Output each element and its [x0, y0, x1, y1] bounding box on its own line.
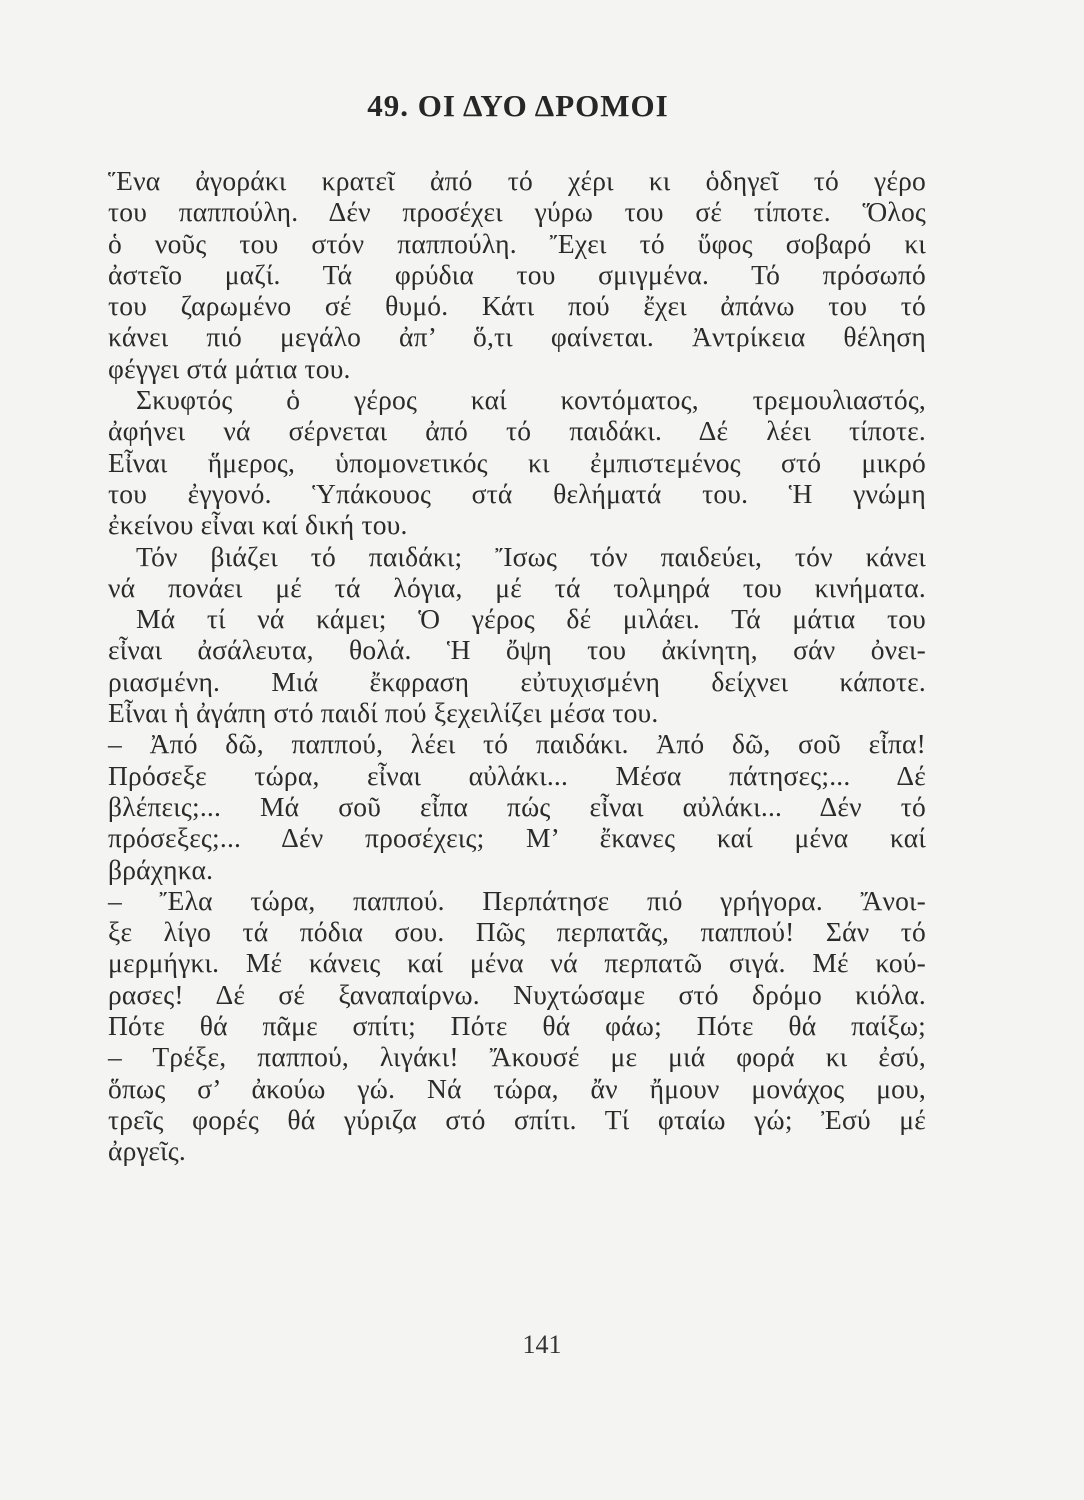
text-line: βράχηκα. — [108, 853, 214, 885]
text-line: Εἶναι ἥμερος, ὑπομονετικός κι ἐμπιστεμένος στό μικρό — [108, 446, 926, 478]
text-line: – Τρέξε, παππού, λιγάκι! Ἄκουσέ με μιά φορά κι ἐσύ, — [108, 1041, 926, 1073]
text-line: πρόσεξες;... Δέν προσέχεις; Μ’ ἔκανες καί μένα καί — [108, 822, 926, 854]
text-line: Σκυφτός ὁ γέρος καί κοντόματος, τρεμουλιαστός, — [136, 384, 926, 416]
text-line: Ἕνα ἀγοράκι κρατεῖ ἀπό τό χέρι κι ὁδηγεῖ τό γέρο — [108, 165, 926, 196]
page-number: 141 — [522, 1330, 562, 1359]
text-line: βλέπεις;... Μά σοῦ εἶπα πώς εἶναι αὐλάκι... Δέν τό — [108, 790, 926, 822]
text-line: ριασμένη. Μιά ἔκφραση εὐτυχισμένη δείχνει κάποτε. — [108, 665, 926, 697]
text-line: ἐκείνου εἶναι καί δική του. — [108, 509, 408, 541]
text-line: ἀστεῖο μαζί. Τά φρύδια του σμιγμένα. Τό πρόσωπό — [108, 258, 926, 290]
text-line: του παππούλη. Δέν προσέχει γύρω του σέ τίποτε. Ὅλος — [108, 196, 926, 228]
text-line: μερμήγκι. Μέ κάνεις καί μένα νά περπατῶ σιγά. Μέ κού- — [108, 947, 926, 979]
text-line: ξε λίγο τά πόδια σου. Πῶς περπατᾶς, παππού! Σάν τό — [108, 916, 926, 948]
text-line: Τόν βιάζει τό παιδάκι; Ἴσως τόν παιδεύει, τόν κάνει — [136, 540, 926, 572]
text-line: – Ἔλα τώρα, παππού. Περπάτησε πιό γρήγορα. Ἄνοι- — [108, 884, 926, 916]
text-line: εἶναι ἀσάλευτα, θολά. Ἡ ὄψη του ἀκίνητη, σάν ὀνει- — [108, 634, 926, 666]
text-line: ἀφήνει νά σέρνεται ἀπό τό παιδάκι. Δέ λέει τίποτε. — [108, 415, 926, 447]
text-line: ρασες! Δέ σέ ξαναπαίρνω. Νυχτώσαμε στό δρόμο κιόλα. — [108, 978, 926, 1010]
text-line: ἀργεῖς. — [108, 1135, 186, 1167]
text-line: – Ἀπό δῶ, παππού, λέει τό παιδάκι. Ἀπό δῶ, σοῦ εἶπα! — [108, 728, 926, 760]
chapter-body — [108, 165, 926, 1167]
text-line: Εἶναι ἡ ἀγάπη στό παιδί πού ξεχειλίζει μέσα του. — [108, 697, 659, 729]
chapter-title: 49. ΟΙ ΔΥΟ ΔΡΟΜΟΙ — [367, 88, 669, 123]
text-line: τρεῖς φορές θά γύριζα στό σπίτι. Τί φταίω γώ; Ἐσύ μέ — [108, 1103, 926, 1135]
text-line: φέγγει στά μάτια του. — [108, 352, 351, 384]
text-line: Μά τί νά κάμει; Ὁ γέρος δέ μιλάει. Τά μάτια του — [136, 603, 926, 635]
text-line: ὅπως σ’ ἀκούω γώ. Νά τώρα, ἄν ἤμουν μονάχος μου, — [108, 1072, 926, 1104]
text-line: του ἐγγονό. Ὑπάκουος στά θελήματά του. Ἡ γνώμη — [108, 477, 926, 509]
text-line: κάνει πιό μεγάλο ἀπ’ ὅ,τι φαίνεται. Ἀντρίκεια θέληση — [108, 321, 926, 353]
text-line: ὁ νοῦς του στόν παππούλη. Ἔχει τό ὕφος σοβαρό κι — [108, 227, 926, 259]
text-line: νά πονάει μέ τά λόγια, μέ τά τολμηρά του κινήματα. — [108, 571, 926, 603]
text-line: του ζαρωμένο σέ θυμό. Κάτι πού ἔχει ἀπάνω του τό — [108, 290, 926, 322]
text-line: Πότε θά πᾶμε σπίτι; Πότε θά φάω; Πότε θά παίξω; — [108, 1010, 926, 1042]
text-line: Πρόσεξε τώρα, εἶναι αὐλάκι... Μέσα πάτησες;... Δέ — [108, 759, 926, 791]
